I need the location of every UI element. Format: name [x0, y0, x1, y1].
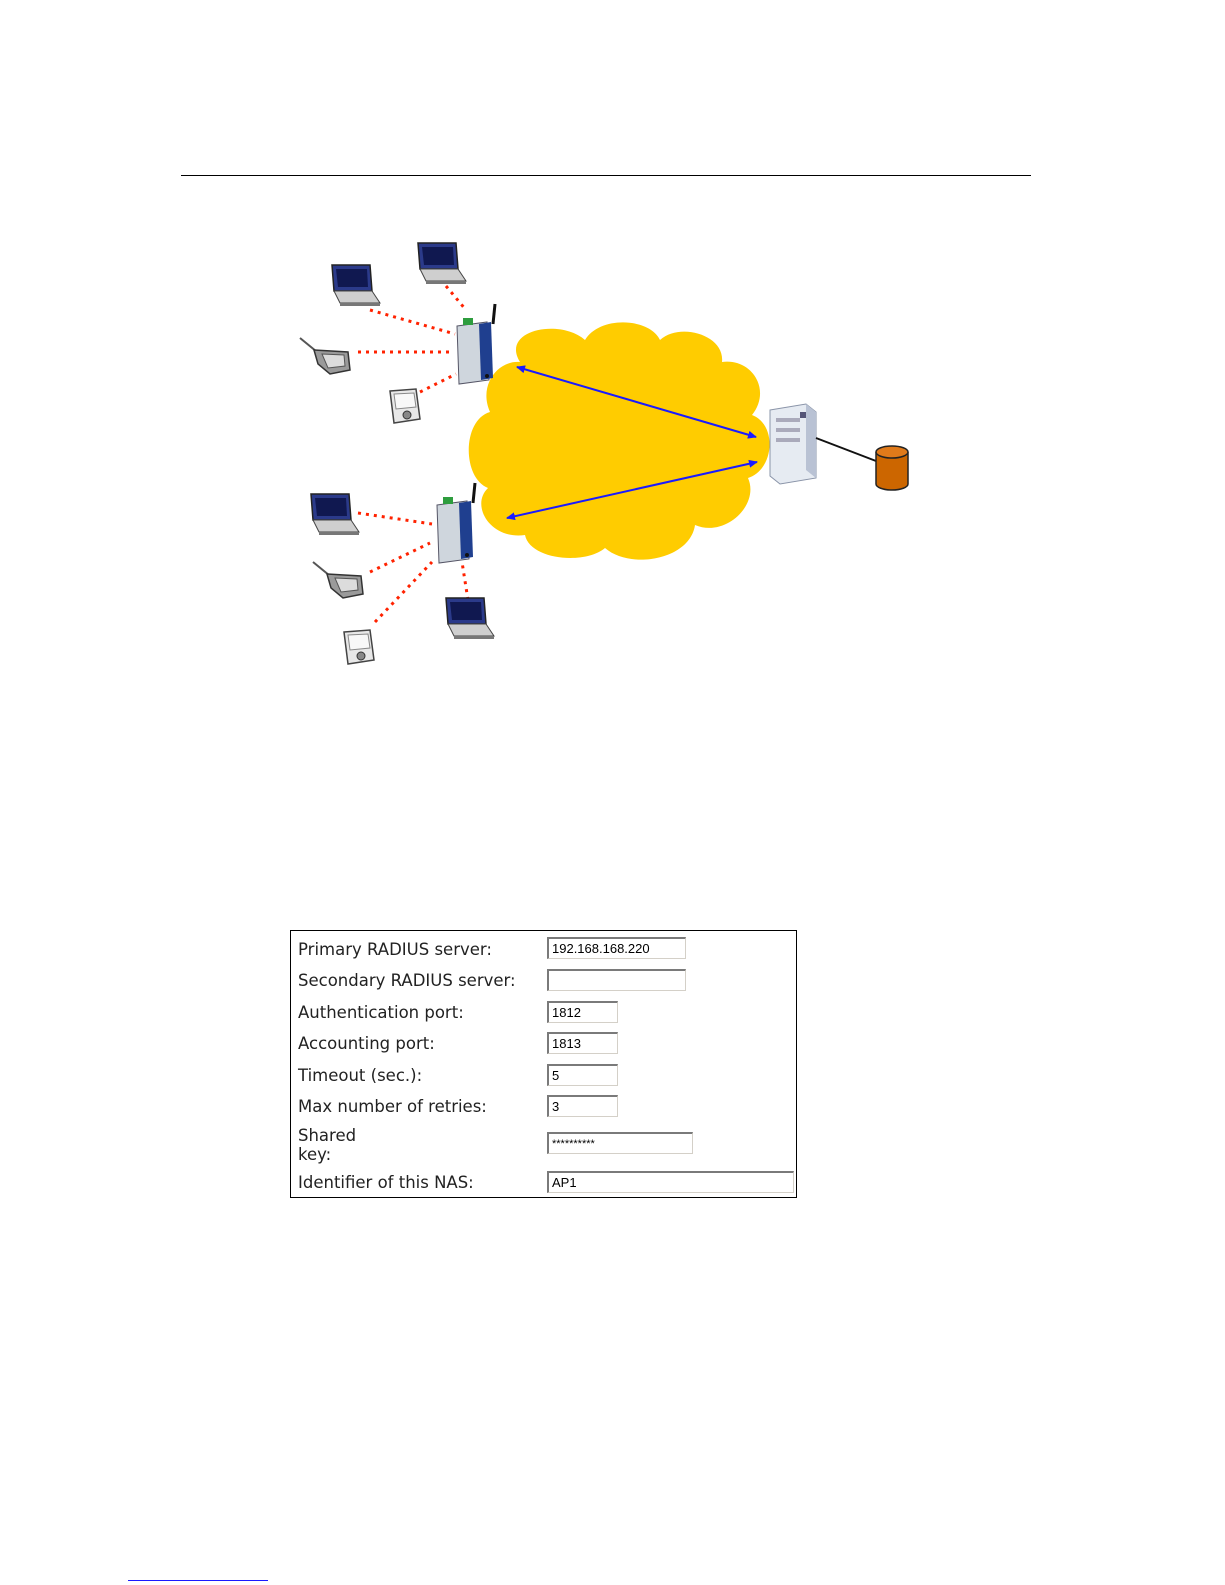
handheld-scanner-icon	[313, 562, 363, 598]
radius-settings-panel	[290, 930, 797, 1198]
access-point-1	[300, 243, 495, 423]
laptop-icon	[311, 494, 359, 535]
access-point-icon	[437, 483, 475, 563]
nas-identifier-label: Identifier of this NAS:	[298, 1173, 474, 1192]
secondary-radius-server-input[interactable]	[547, 969, 686, 991]
access-point-2	[311, 483, 494, 664]
pda-icon	[390, 389, 420, 423]
wireless-links	[358, 286, 468, 622]
laptop-icon	[446, 598, 494, 639]
radius-server-icon	[770, 404, 816, 484]
laptop-icon	[332, 265, 380, 306]
shared-key-input[interactable]	[547, 1132, 693, 1154]
primary-radius-server-label: Primary RADIUS server:	[298, 940, 492, 959]
timeout-input[interactable]	[547, 1064, 618, 1086]
network-cloud	[469, 322, 770, 559]
timeout-label: Timeout (sec.):	[298, 1066, 423, 1085]
primary-radius-server-input[interactable]	[547, 937, 686, 959]
authentication-port-input[interactable]	[547, 1001, 618, 1023]
secondary-radius-server-label: Secondary RADIUS server:	[298, 971, 516, 990]
max-retries-input[interactable]	[547, 1095, 618, 1117]
accounting-port-input[interactable]	[547, 1032, 618, 1054]
network-diagram	[0, 0, 1225, 700]
accounting-port-label: Accounting port:	[298, 1034, 435, 1053]
nas-identifier-input[interactable]	[547, 1171, 794, 1193]
max-retries-label: Max number of retries:	[298, 1097, 487, 1116]
footer-rule	[128, 1580, 268, 1581]
server-db-link	[816, 438, 876, 461]
laptop-icon	[418, 243, 466, 284]
access-point-icon	[457, 304, 495, 384]
shared-key-label: Shared key:	[298, 1126, 357, 1164]
pda-icon	[344, 630, 374, 664]
handheld-scanner-icon	[300, 338, 350, 374]
database-icon	[876, 446, 908, 490]
authentication-port-label: Authentication port:	[298, 1003, 464, 1022]
